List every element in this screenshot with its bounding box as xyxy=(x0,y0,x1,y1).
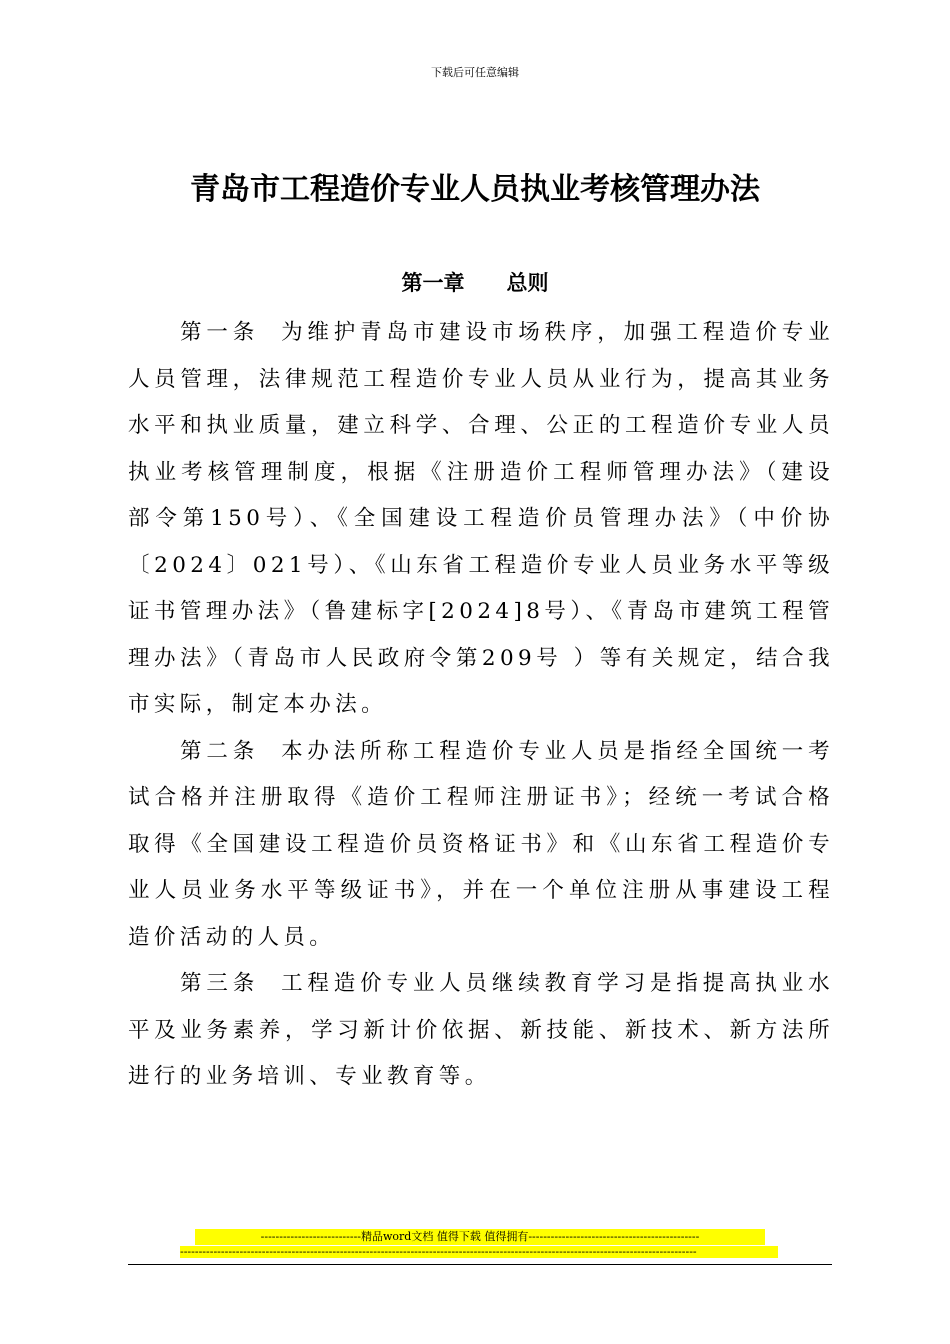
chapter-number: 第一章 xyxy=(401,271,465,295)
article-1 xyxy=(128,310,834,729)
chapter-name: 总则 xyxy=(506,271,549,295)
footer-dashes: ------------------------------------------------------------------------------------------------------------------------------------------- xyxy=(180,1246,778,1258)
article-3-label: 第三条 xyxy=(180,971,260,996)
article-3-text: 工程造价专业人员继续教育学习是指提高执业水平及业务素养，学习新计价依据、新技能、新技术、新方法所进行的业务培训、专业教育等。 xyxy=(128,971,834,1089)
chapter-heading xyxy=(0,266,950,300)
article-2-label: 第二条 xyxy=(180,738,260,764)
document-body xyxy=(128,310,834,1101)
page-header-note: 下载后可任意编辑 xyxy=(431,66,519,79)
article-1-text: 为维护青岛市建设市场秩序，加强工程造价专业人员管理，法律规范工程造价专业人员从业行为，提高其业务水平和执业质量，建立科学、合理、公正的工程造价专业人员执业考核管理制度，根据《注册造价工程师管理办法》（建设部令第150号）、《全国建设工程造价员管理办法》（中价协〔2024〕021号）、《山东省工程造价专业人员业务水平等级证书管理办法》（鲁建标字[2024]8号）、《青岛市建筑工程管理办法》（青岛市人民政府令第209号 ）等有关规定，结合我市实际，制定本办法。 xyxy=(128,320,834,717)
article-3 xyxy=(128,961,834,1101)
article-2-text: 本办法所称工程造价专业人员是指经全国统一考试合格并注册取得《造价工程师注册证书》；经统一考试合格取得《全国建设工程造价员资格证书》和《山东省工程造价专业人员业务水平等级证书》，并在一个单位注册从事建设工程造价活动的人员。 xyxy=(128,738,834,950)
document-title: 青岛市工程造价专业人员执业考核管理办法 xyxy=(190,172,760,207)
footer-rule xyxy=(128,1264,832,1265)
article-1-label: 第一条 xyxy=(180,320,260,345)
footer-banner: ---------------------------精品word文档 值得下载 值得拥有---------------------------------------------- xyxy=(195,1229,765,1245)
article-2 xyxy=(128,729,834,962)
